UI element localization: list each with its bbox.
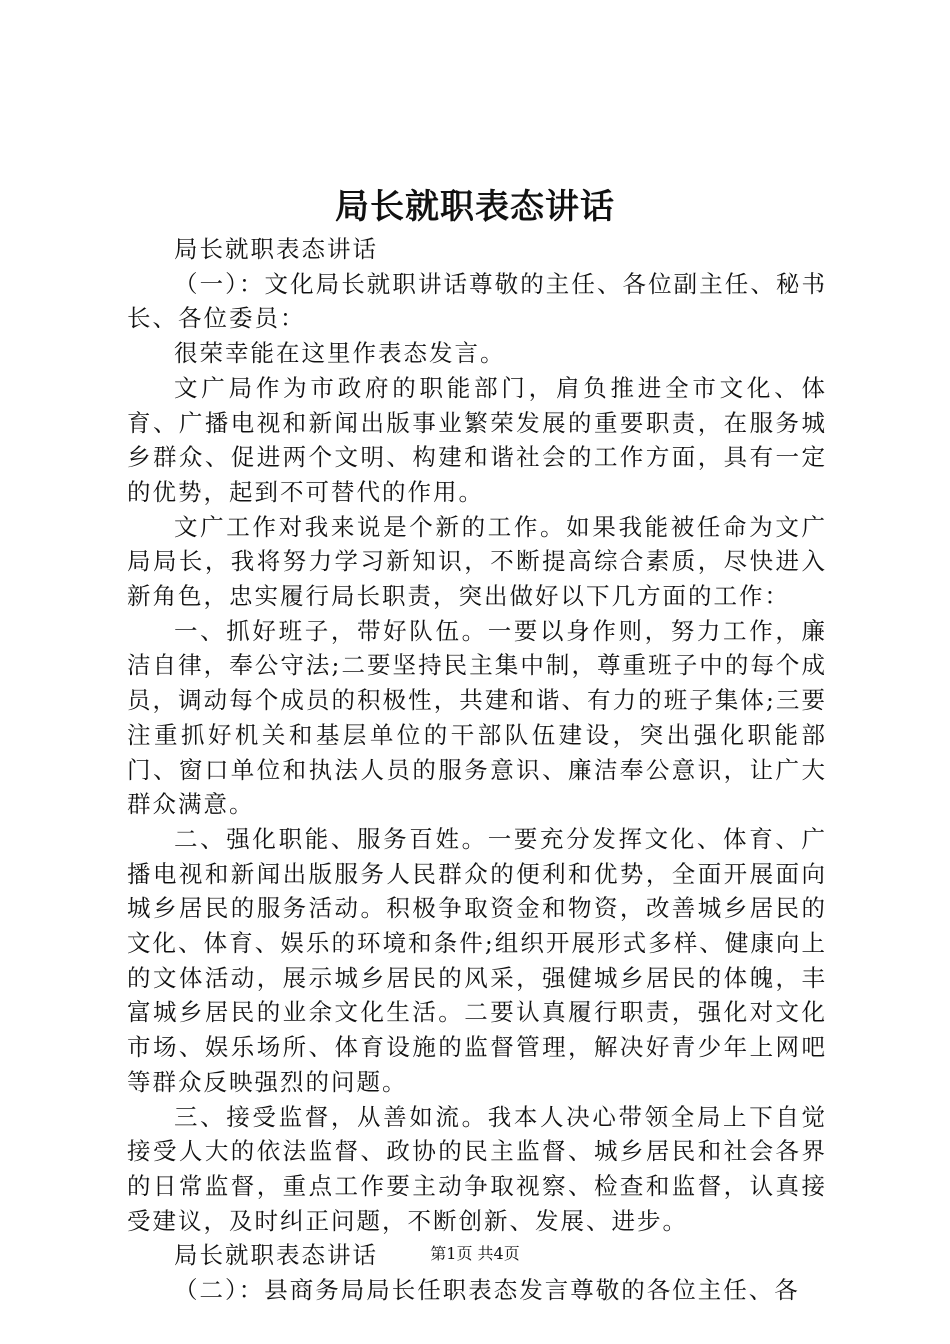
paragraph-bureau-role: 文广局作为市政府的职能部门，肩负推进全市文化、体育、广播电视和新闻出版事业繁荣发展的重要职责，在服务城乡群众、促进两个文明、构建和谐社会的工作方面，具有一定的优势，起到不可替代的作用。: [127, 373, 827, 506]
paragraph-salutation-1: （一）：文化局长就职讲话尊敬的主任、各位副主任、秘书长、各位委员：: [127, 269, 827, 333]
page-footer: 第1页 共4页: [430, 1244, 520, 1263]
paragraph-point-two: 二、强化职能、服务百姓。一要充分发挥文化、体育、广播电视和新闻出版服务人民群众的便利和优势，全面开展面向城乡居民的服务活动。积极争取资金和物资，改善城乡居民的文化、体育、娱乐的环境和条件;组织开展形式多样、健康向上的文体活动，展示城乡居民的风采，强健城乡居民的体魄，丰富城乡居民的业余文化生活。二要认真履行职责，强化对文化市场、娱乐场所、体育设施的监督管理，解决好青少年上网吧等群众反映强烈的问题。: [127, 824, 827, 1096]
document-body: [127, 232, 827, 1308]
paragraph-intro: 很荣幸能在这里作表态发言。: [174, 339, 506, 368]
paragraph-commitment: 文广工作对我来说是个新的工作。如果我能被任命为文广局局长，我将努力学习新知识，不断提高综合素质，尽快进入新角色，忠实履行局长职责，突出做好以下几方面的工作：: [127, 512, 827, 611]
paragraph-point-one: 一、抓好班子，带好队伍。一要以身作则，努力工作，廉洁自律，奉公守法;二要坚持民主集中制，尊重班子中的每个成员，调动每个成员的积极性，共建和谐、有力的班子集体;三要注重抓好机关和基层单位的干部队伍建设，突出强化职能部门、窗口单位和执法人员的服务意识、廉洁奉公意识，让广大群众满意。: [127, 616, 827, 819]
paragraph-salutation-2: （二）：县商务局局长任职表态发言尊敬的各位主任、各: [174, 1276, 800, 1305]
paragraph-heading-2: 局长就职表态讲话: [174, 1241, 378, 1270]
document-title: 局长就职表态讲话: [335, 187, 615, 227]
paragraph-heading-1: 局长就职表态讲话: [174, 235, 378, 263]
paragraph-point-three: 三、接受监督，从善如流。我本人决心带领全局上下自觉接受人大的依法监督、政协的民主监督、城乡居民和社会各界的日常监督，重点工作要主动争取视察、检查和监督，认真接受建议，及时纠正问题，不断创新、发展、进步。: [127, 1102, 827, 1235]
